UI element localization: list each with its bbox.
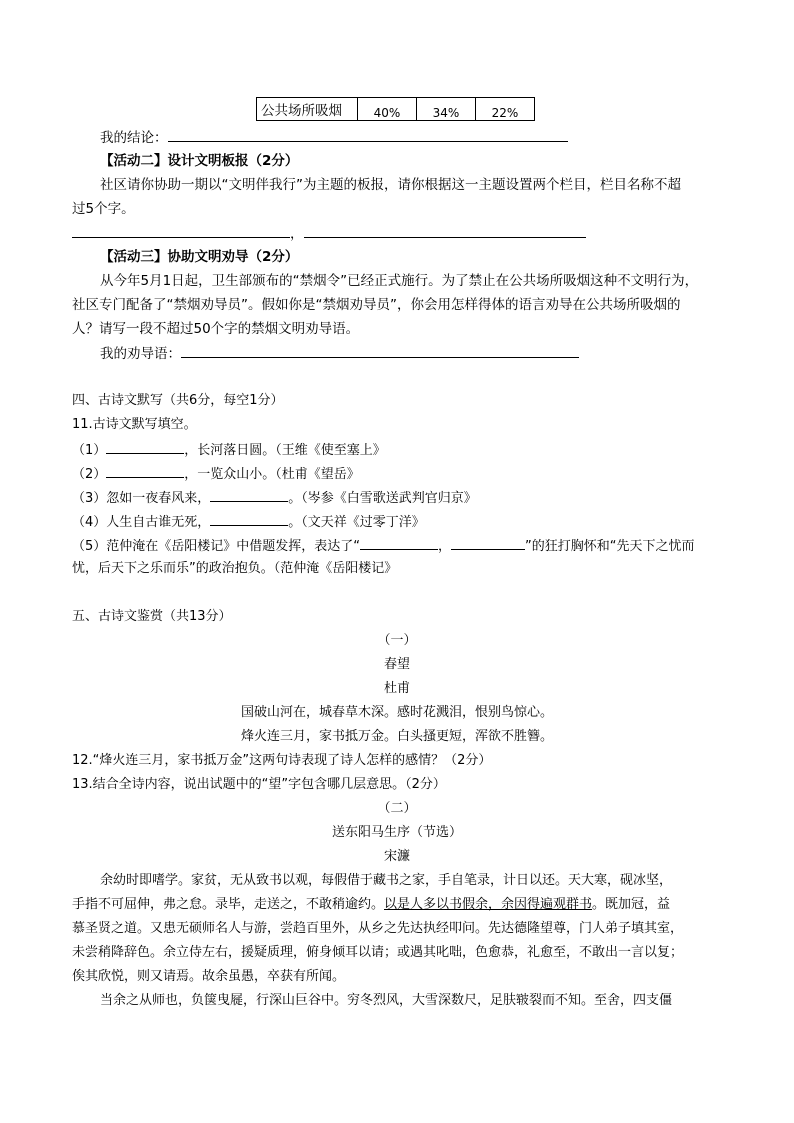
prose-title: 送东阳马生序（节选）: [331, 825, 462, 840]
item-text: ，长河落日圆。（王维《使至塞上》: [184, 443, 386, 458]
item-number: （1）: [72, 443, 107, 458]
table-cell-value: 34%: [417, 98, 476, 121]
comma: ，: [290, 226, 304, 242]
item-number: （4）: [72, 515, 107, 530]
activity2-text: 社区请你协助一期以“文明伴我行”为主题的板报，请你根据这一主题设置两个栏目，栏目名称不超: [100, 177, 681, 193]
fill-item-5-cont: 忧，后天下之乐而乐”的政治抱负。（范仲淹《岳阳楼记》: [72, 561, 398, 576]
poem1-number: （一）: [377, 633, 417, 648]
activity3-text: 从今年5月1日起，卫生部颁布的“禁烟令”已经正式施行。为了禁止在公共场所吸烟这种不文明行为，: [100, 273, 699, 289]
activity2-answer-row: [72, 223, 586, 244]
poem1-author: 杜甫: [383, 681, 410, 696]
prose-line: [72, 895, 670, 915]
activity2-title: 【活动二】设计文明板报（2分）: [100, 153, 299, 169]
column-name-blank[interactable]: [72, 223, 290, 238]
activity3-text: 人？请写一段不超过50个字的禁烟文明劝导语。: [72, 321, 360, 337]
prose-line: 未尝稍降辞色。余立侍左右，援疑质理，俯身倾耳以请；或遇其叱咄，色愈恭，礼愈至，不敢出一言以复；: [72, 945, 684, 960]
fill-item-5: [72, 535, 695, 557]
poem1-title: 春望: [383, 657, 410, 672]
item-text: 。（岑参《白雪歌送武判官归京》: [288, 491, 477, 506]
item-text: 人生自古谁无死，: [106, 515, 211, 530]
fill-blank[interactable]: [210, 511, 288, 526]
prose-line: 慕圣贤之道。又患无硕师名人与游，尝趋百里外，从乡之先达执经叩问。先达德隆望尊，门人弟子填其室，: [72, 921, 684, 936]
fill-blank[interactable]: [106, 463, 184, 478]
fill-blank[interactable]: [360, 535, 438, 550]
item-text: 忽如一夜春风来，: [106, 491, 211, 506]
prose-line: 当余之从师也，负箧曳屣，行深山巨谷中。穷冬烈风，大雪深数尺，足肤皲裂而不知。至舍，四支僵: [100, 993, 673, 1008]
prose-author: 宋濂: [383, 849, 410, 864]
conclusion-blank[interactable]: [168, 127, 568, 142]
item-number: （2）: [72, 467, 107, 482]
activity3-title: 【活动三】协助文明劝导（2分）: [100, 249, 299, 265]
column-name-blank[interactable]: [304, 223, 586, 238]
table-cell-label: 公共场所吸烟: [257, 98, 358, 121]
item-text: 。（文天祥《过零丁洋》: [288, 515, 425, 530]
prose-line: 俟其欣悦，则又请焉。故余虽愚，卒获有所闻。: [72, 969, 346, 984]
persuasion-row: [100, 343, 579, 364]
item-text: ”的狂打胸怀和“先天下之忧而: [525, 539, 695, 554]
question-13: 13.结合全诗内容，说出试题中的“望”字包含哪几层意思。（2分）: [72, 777, 446, 792]
poem1-line: 烽火连三月，家书抵万金。白头搔更短，浑欲不胜簪。: [240, 729, 553, 744]
fill-item-3: [72, 487, 477, 509]
question-11: 11.古诗文默写填空。: [72, 417, 197, 432]
item-text: ，: [438, 539, 452, 554]
fill-blank[interactable]: [106, 439, 184, 454]
activity3-text: 社区专门配备了“禁烟劝导员”。假如你是“禁烟劝导员”，你会用怎样得体的语言劝导在公共场所吸烟的: [72, 297, 681, 313]
item-text: ，一览众山小。（杜甫《望岳》: [184, 467, 360, 482]
item-number: （3）: [72, 491, 107, 506]
fill-blank[interactable]: [451, 535, 525, 550]
fill-item-1: [72, 439, 386, 461]
conclusion-row: [100, 127, 568, 148]
fill-item-4: [72, 511, 425, 533]
smoking-stats-table: [256, 97, 535, 121]
prose-text: 。既加冠，益: [592, 897, 671, 912]
conclusion-label: 我的结论：: [100, 130, 168, 146]
persuasion-label: 我的劝导语：: [100, 346, 181, 362]
poem1-line: 国破山河在，城春草木深。感时花溅泪，恨别鸟惊心。: [240, 705, 553, 720]
item-text: （5）范仲淹在《岳阳楼记》中借题发挥，表达了“: [72, 539, 361, 554]
prose-line: 余幼时即嗜学。家贫，无从致书以观，每假借于藏书之家，手自笔录，计日以还。天大寒，砚冰坚，: [100, 873, 673, 888]
table-row: [257, 98, 535, 121]
fill-item-2: [72, 463, 360, 485]
fill-blank[interactable]: [210, 487, 288, 502]
section5-title: 五、古诗文鉴赏（共13分）: [72, 609, 232, 624]
table-cell-value: 40%: [358, 98, 417, 121]
underlined-sentence: 以是人多以书假余，余因得遍观群书: [384, 897, 593, 912]
question-12: 12.“烽火连三月，家书抵万金”这两句诗表现了诗人怎样的感情？（2分）: [72, 753, 492, 768]
activity2-text: 过5个字。: [72, 201, 135, 217]
prose-number: （二）: [377, 801, 417, 816]
table-cell-value: 22%: [476, 98, 535, 121]
prose-text: 手指不可屈伸，弗之怠。录毕，走送之，不敢稍逾约。: [72, 897, 385, 912]
persuasion-blank[interactable]: [181, 343, 579, 358]
section4-title: 四、古诗文默写（共6分，每空1分）: [72, 393, 284, 408]
